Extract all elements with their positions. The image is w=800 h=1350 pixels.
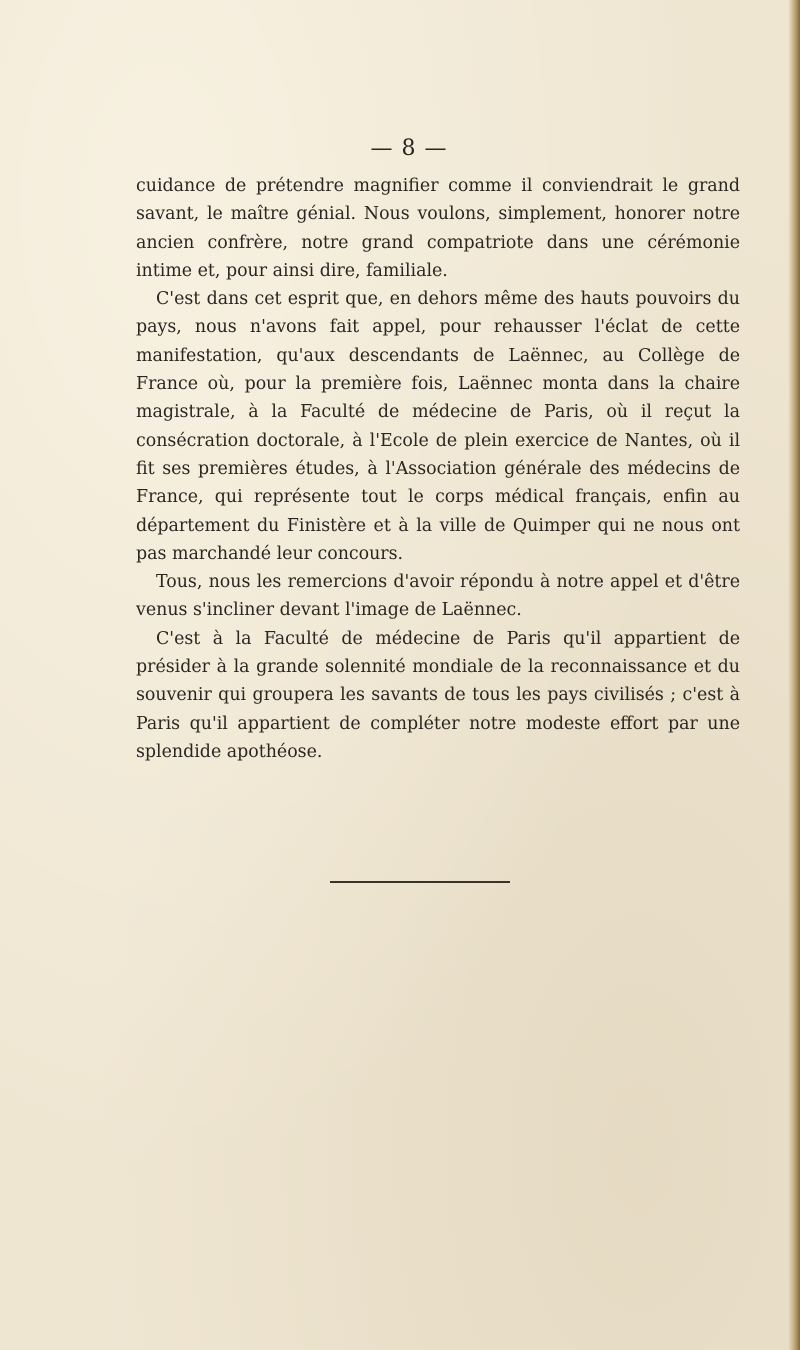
page-number: — 8 — xyxy=(370,136,448,161)
paragraph-2: C'est dans cet esprit que, en dehors même des hauts pouvoirs du pays, nous n'avons fait appel, pour rehausser l'éclat de cette manifestation, qu'aux descendants de Laënnec, au Collège de France où, pour la première fois, Laënnec monta dans la chaire magistrale, à la Faculté de médecine de Paris, où il reçut la consécration doctorale, à l'Ecole de plein exercice de Nantes, où il fit ses premières études, à l'Association générale des médecins de France, qui représente tout le corps médical français, enfin au département du Finistère et à la ville de Quimper qui ne nous ont pas marchandé leur concours. xyxy=(136,289,740,564)
paragraph-1: cuidance de prétendre magnifier comme il conviendrait le grand savant, le maître génial. Nous voulons, simplement, honorer notre ancien confrère, notre grand compatriote dans une cérémonie intime et, pour ainsi dire, familiale. xyxy=(136,176,740,281)
body-text xyxy=(136,172,740,766)
paragraph-4: C'est à la Faculté de médecine de Paris qu'il appartient de présider à la grande solennité mondiale de la reconnaissance et du souvenir qui groupera les savants de tous les pays civilisés ; c'est à Paris qu'il appartient de compléter notre modeste effort par une splendide apothéose. xyxy=(136,628,740,762)
horizontal-rule xyxy=(330,881,510,883)
page-edge xyxy=(788,0,800,1350)
paragraph-3: Tous, nous les remercions d'avoir répondu à notre appel et d'être venus s'incliner devant l'image de Laënnec. xyxy=(136,572,740,621)
